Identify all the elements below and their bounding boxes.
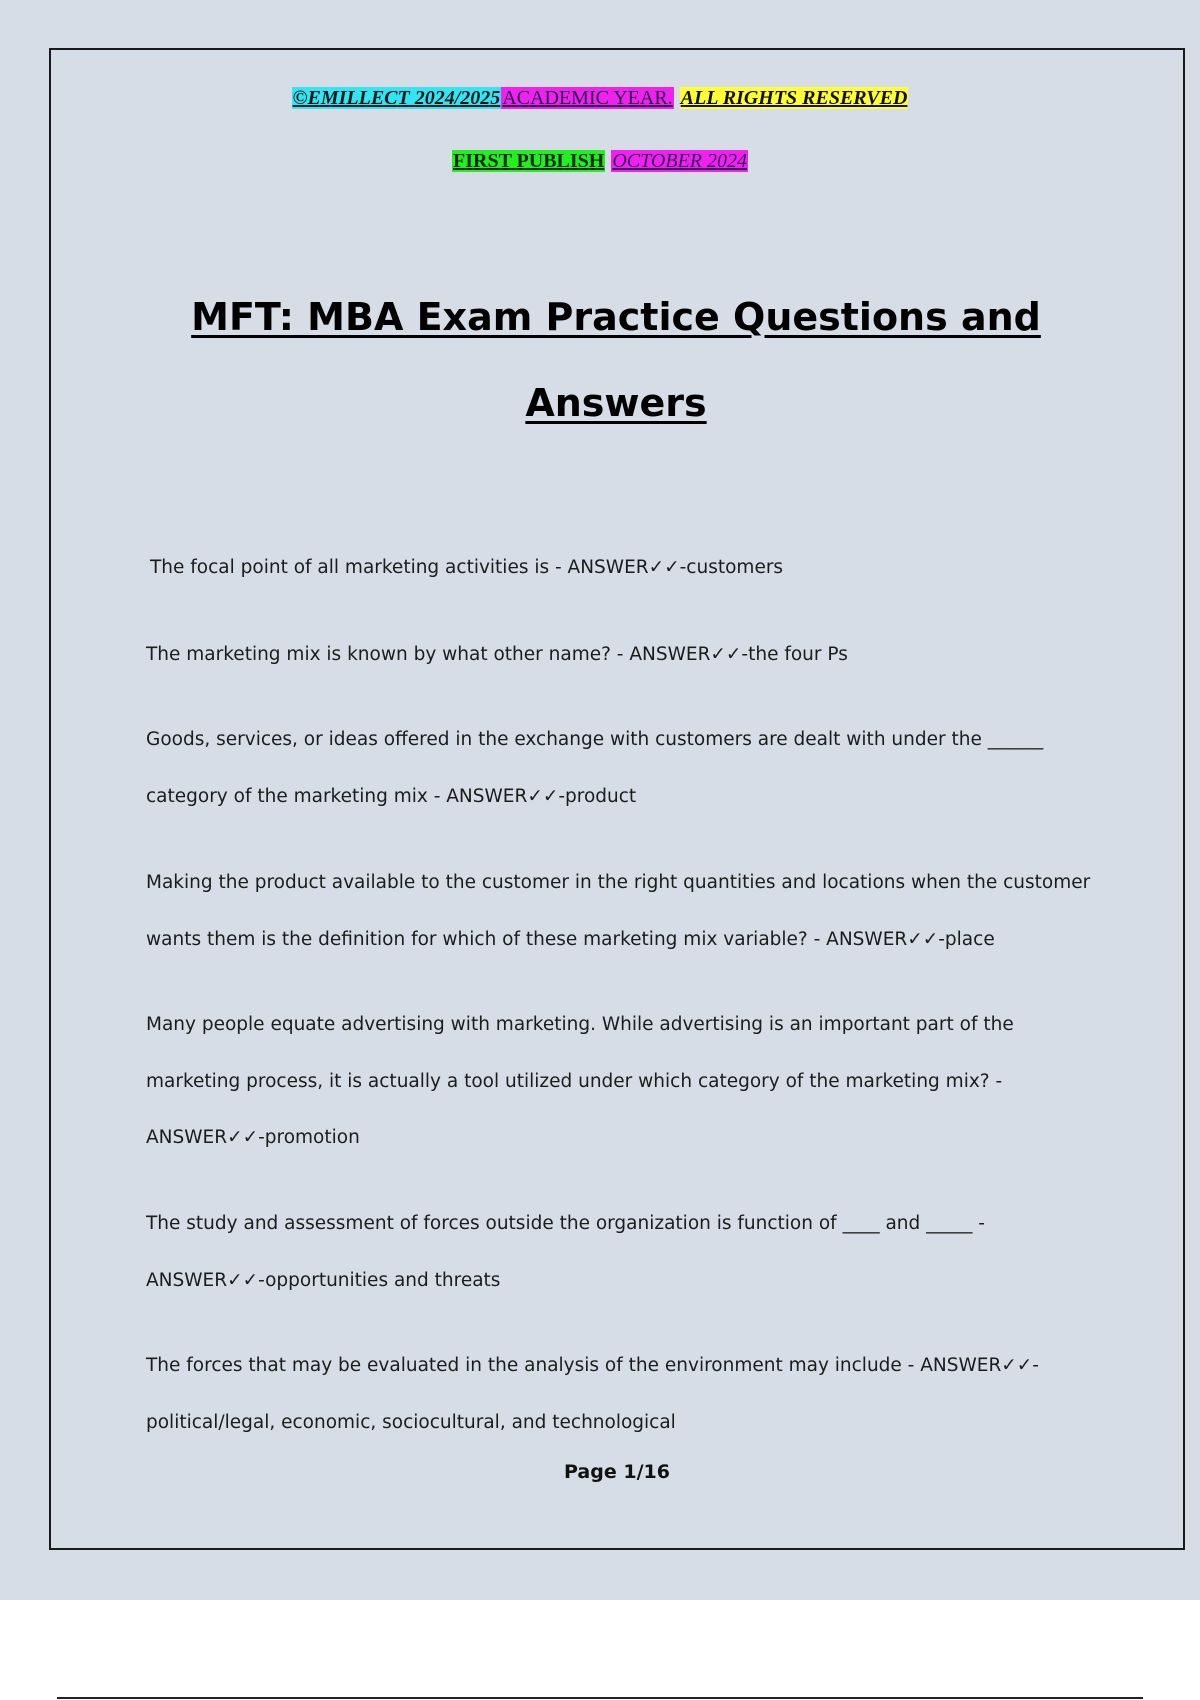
qa-item: Goods, services, or ideas offered in the exchange with customers are dealt with under the ______ category of the marketing mix - ANSWER✓✓-product	[146, 729, 1044, 807]
academic-year-highlight: ACADEMIC YEAR.	[502, 87, 673, 109]
copyright-highlight: ©EMILLECT 2024/2025	[292, 87, 501, 109]
qa-item: The study and assessment of forces outside the organization is function of ____ and _____ - ANSWER✓✓-opportunities and threats	[146, 1213, 985, 1291]
document-title-line-1: MFT: MBA Exam Practice Questions and	[191, 295, 1041, 339]
qa-item: The focal point of all marketing activities is - ANSWER✓✓-customers	[150, 557, 784, 578]
qa-item: Many people equate advertising with marketing. While advertising is an important part of the marketing process, it is actually a tool utilized under which category of the marketing mix? - ANSWER✓✓-promotion	[146, 1014, 1014, 1148]
next-page-rule	[57, 1697, 1143, 1699]
header-publish-line	[0, 148, 1200, 174]
qa-item: Making the product available to the customer in the right quantities and locations when the customer wants them is the definition for which of these marketing mix variable? - ANSWER✓✓-place	[146, 872, 1091, 950]
publish-date-highlight: OCTOBER 2024	[612, 150, 747, 172]
rights-reserved-highlight: ALL RIGHTS RESERVED	[680, 87, 908, 109]
first-publish-highlight: FIRST PUBLISH	[453, 150, 605, 172]
document-title-line-2: Answers	[525, 381, 707, 425]
qa-item: The forces that may be evaluated in the analysis of the environment may include - ANSWER✓✓-political/legal, economic, sociocultural, and technological	[146, 1355, 1039, 1433]
header-copyright-line	[0, 85, 1200, 111]
page-number: Page 1/16	[564, 1461, 670, 1483]
qa-item: The marketing mix is known by what other name? - ANSWER✓✓-the four Ps	[146, 644, 848, 665]
